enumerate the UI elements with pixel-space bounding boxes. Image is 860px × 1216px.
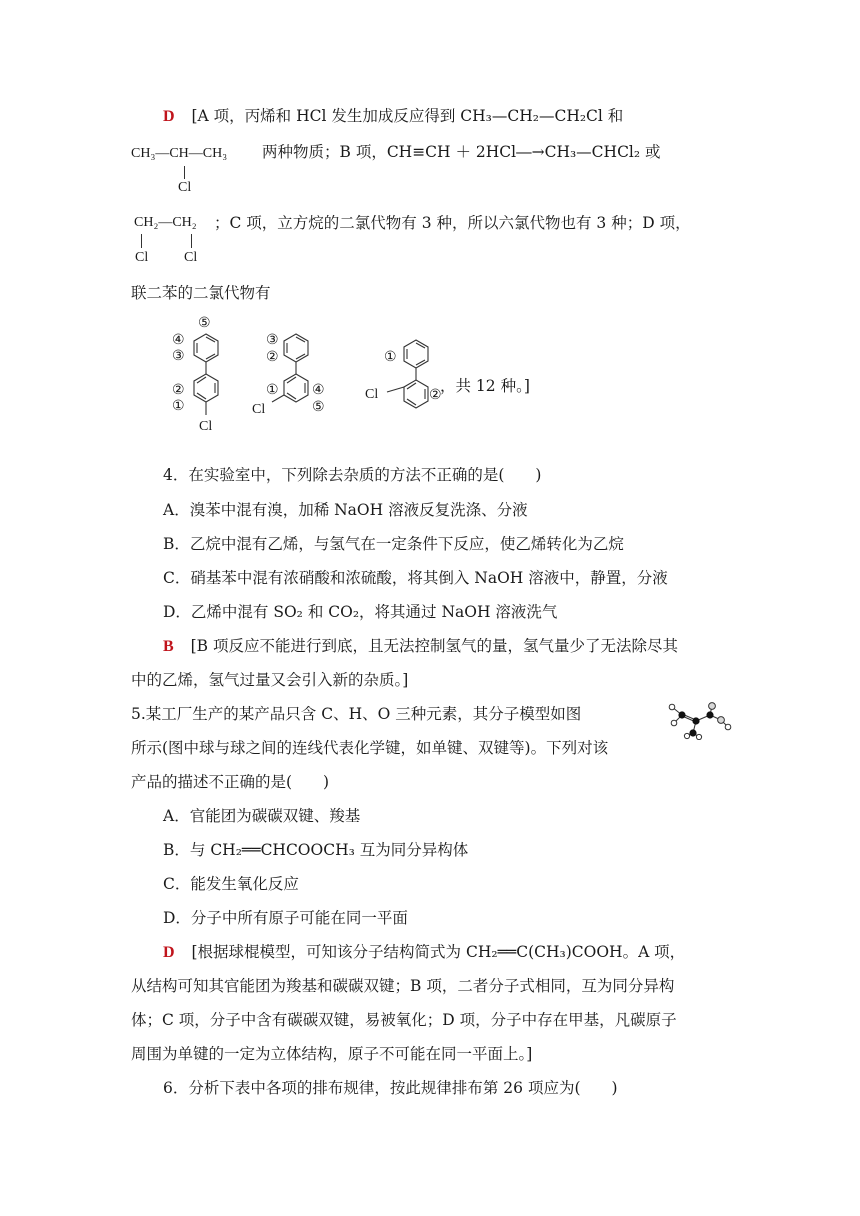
molecule-ball-stick-model — [666, 700, 734, 740]
label-5-s2: ⑤ — [312, 400, 325, 415]
q5-answer-letter: D — [163, 944, 175, 961]
q5-option-c: C．能发生氧化反应 — [163, 875, 299, 893]
q5-stem-1: 5.某工厂生产的某产品只含 C、H、O 三种元素，其分子模型如图 — [131, 705, 582, 723]
q5-option-d: D．分子中所有原子可能在同一平面 — [163, 909, 408, 927]
label-3-s1: ③ — [172, 349, 185, 364]
q4-answer-letter: B — [163, 638, 174, 655]
q4-explanation-2: 中的乙烯，氢气过量又会引入新的杂质。] — [131, 671, 409, 689]
label-cl-s2: Cl — [252, 402, 266, 417]
q3-answer-letter: D — [163, 108, 175, 125]
q3-formula-2-chloropropane: CH₃—CH—CH₃ — [131, 146, 228, 161]
q5-explanation-4: 周围为单键的一定为立体结构，原子不可能在同一平面上。] — [131, 1045, 533, 1063]
q3-formula-dichloroethane: CH₂—CH₂ — [134, 215, 197, 230]
q3-answer-text-4: 联二苯的二氯代物有 — [131, 284, 271, 302]
q4-option-c: C．硝基苯中混有浓硝酸和浓硫酸，将其倒入 NaOH 溶液中，静置，分液 — [163, 569, 668, 587]
q5-explanation-3: 体；C 项，分子中含有碳碳双键，易被氧化；D 项，分子中存在甲基，凡碳原子 — [131, 1011, 677, 1029]
q4-explanation-1: [B 项反应不能进行到底，且无法控制氢气的量，氢气量少了无法除尽其 — [190, 637, 678, 655]
q6-stem: 6．分析下表中各项的排布规律，按此规律排布第 26 项应为( ) — [163, 1079, 618, 1097]
q3-formula-bond-1 — [141, 234, 142, 248]
label-4-s2: ④ — [312, 383, 325, 398]
q3-answer-paragraph-line-1 — [163, 106, 623, 127]
q3-answer-text-2: 两种物质；B 项，CH≡CH ＋ 2HCl―→CH₃—CHCl₂ 或 — [262, 143, 661, 161]
q5-option-b: B．与 CH₂══CHCOOCH₃ 互为同分异构体 — [163, 841, 469, 859]
q3-formula-cl-1: Cl — [135, 250, 149, 265]
q5-stem-3: 产品的描述不正确的是( ) — [131, 773, 330, 791]
q5-answer-line-1 — [163, 942, 685, 963]
q5-explanation-1: [根据球棍模型，可知该分子结构简式为 CH₂══C(CH₃)COOH。A 项， — [191, 943, 686, 961]
label-2-s3: ② — [429, 388, 442, 403]
q3-formula-bond-2 — [191, 234, 192, 248]
label-1-s3: ① — [384, 350, 397, 365]
label-cl-s1: Cl — [199, 419, 213, 434]
label-4-s1: ④ — [172, 333, 185, 348]
q4-option-a: A．溴苯中混有溴，加稀 NaOH 溶液反复洗涤、分液 — [163, 501, 528, 519]
label-5-s1: ⑤ — [198, 316, 211, 331]
q5-option-a: A．官能团为碳碳双键、羧基 — [163, 807, 361, 825]
q3-formula-bond — [184, 166, 185, 179]
q4-stem: 4．在实验室中，下列除去杂质的方法不正确的是( ) — [163, 466, 542, 484]
label-3-s2: ③ — [266, 333, 279, 348]
label-1-s1: ① — [172, 399, 185, 414]
label-cl-s3: Cl — [365, 387, 379, 402]
label-2-s1: ② — [172, 383, 185, 398]
q3-formula-cl: Cl — [178, 180, 192, 195]
q3-answer-text-1: [A 项，丙烯和 HCl 发生加成反应得到 CH₃—CH₂—CH₂Cl 和 — [191, 107, 624, 125]
q4-answer-line-1 — [163, 636, 678, 657]
q5-explanation-2: 从结构可知其官能团为羧基和碳碳双键；B 项，二者分子式相同，互为同分异构 — [131, 977, 675, 995]
q4-option-d: D．乙烯中混有 SO₂ 和 CO₂，将其通过 NaOH 溶液洗气 — [163, 603, 558, 621]
q5-stem-2: 所示(图中球与球之间的连线代表化学键，如单键、双键等)。下列对该 — [131, 739, 609, 757]
q3-answer-count: ，共 12 种。] — [440, 377, 530, 395]
q3-answer-text-3: ；C 项，立方烷的二氯代物有 3 种，所以六氯代物也有 3 种；D 项， — [214, 214, 691, 232]
q3-formula-cl-2: Cl — [184, 250, 198, 265]
label-1-s2: ① — [266, 383, 279, 398]
label-2-s2: ② — [266, 350, 279, 365]
q4-option-b: B．乙烷中混有乙烯，与氢气在一定条件下反应，使乙烯转化为乙烷 — [163, 535, 624, 553]
